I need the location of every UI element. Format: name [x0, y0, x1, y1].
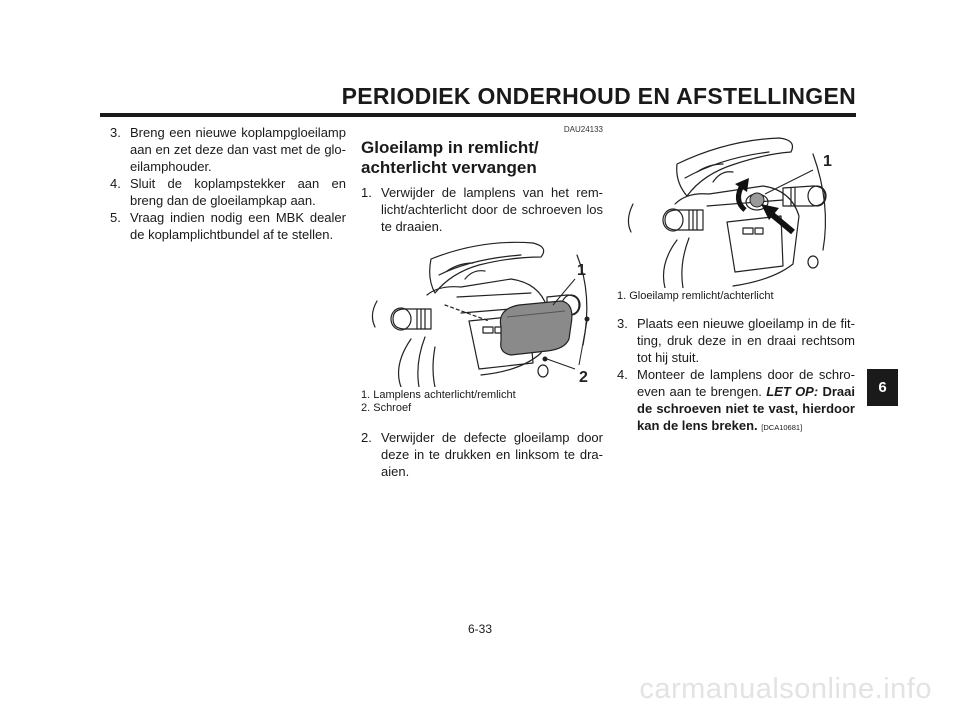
- step-text: Vraag indien nodig een MBK dealer de koplamplichtbundel af te stellen.: [130, 210, 346, 242]
- step-text-main: Monteer de lamplens door de schro-even aan te brengen.: [637, 367, 855, 399]
- step-number: 4.: [617, 367, 628, 382]
- caution-code: [DCA10681]: [761, 423, 803, 432]
- step-3: [110, 124, 346, 175]
- step-4: [110, 175, 346, 209]
- step-text: Verwijder de defecte gloeilamp door deze in te drukken en linksom te dra-aien.: [381, 430, 603, 479]
- section-code: DAU24133: [563, 125, 603, 134]
- column-3: [617, 124, 855, 436]
- figure-label-1: 1: [823, 153, 832, 170]
- figure-caption: 1. Gloeilamp remlicht/achterlicht: [617, 290, 774, 302]
- figure-label-1: 1: [577, 262, 586, 279]
- column-1: [110, 124, 346, 243]
- step-number: 4.: [110, 176, 121, 191]
- step-number: 1.: [361, 185, 372, 200]
- step-4: [617, 366, 855, 436]
- caption-1: 1. Lamplens achterlicht/remlicht: [361, 389, 516, 401]
- section-heading-line-2: achterlicht vervangen: [361, 158, 537, 177]
- step-5: [110, 209, 346, 243]
- step-3: [617, 315, 855, 366]
- step-1: [361, 184, 603, 235]
- step-text: Plaats een nieuwe gloeilamp in de fit-ting, druk deze in en draai rechtsom tot hij stuit.: [637, 316, 855, 365]
- step-number: 2.: [361, 430, 372, 445]
- step-text: [637, 366, 855, 436]
- chapter-tab: 6: [867, 369, 898, 406]
- step-number: 5.: [110, 210, 121, 225]
- step-2: [361, 429, 603, 480]
- step-number: 3.: [617, 316, 628, 331]
- section-heading: [361, 138, 603, 178]
- step-text: Sluit de koplampstekker aan en breng dan de gloeilampkap aan.: [130, 176, 346, 208]
- step-number: 3.: [110, 125, 121, 140]
- step-text: Breng een nieuwe koplampgloeilamp aan en zet deze dan vast met de glo-eilamphouder.: [130, 125, 346, 174]
- header-rule: [100, 113, 856, 117]
- column-2: [361, 124, 603, 480]
- section-heading-line-1: Gloeilamp in remlicht/: [361, 138, 539, 157]
- figure-label-2: 2: [579, 369, 588, 386]
- step-text: Verwijder de lamplens van het rem-licht/achterlicht door de schroeven los te draaien.: [381, 185, 603, 234]
- page-number: 6-33: [467, 622, 493, 636]
- taillight-bulb-illustration: [617, 124, 855, 288]
- caution-text: Draai de schroeven niet te vast, hierdoor kan de lens breken.: [637, 384, 855, 433]
- caution-label: LET OP:: [766, 384, 819, 399]
- figure-captions: [361, 389, 603, 415]
- page-header-title: PERIODIEK ONDERHOUD EN AFSTELLINGEN: [341, 83, 856, 109]
- taillight-lens-illustration: [361, 235, 603, 387]
- watermark: carmanualsonline.info: [639, 673, 932, 705]
- caption-2: 2. Schroef: [361, 402, 412, 414]
